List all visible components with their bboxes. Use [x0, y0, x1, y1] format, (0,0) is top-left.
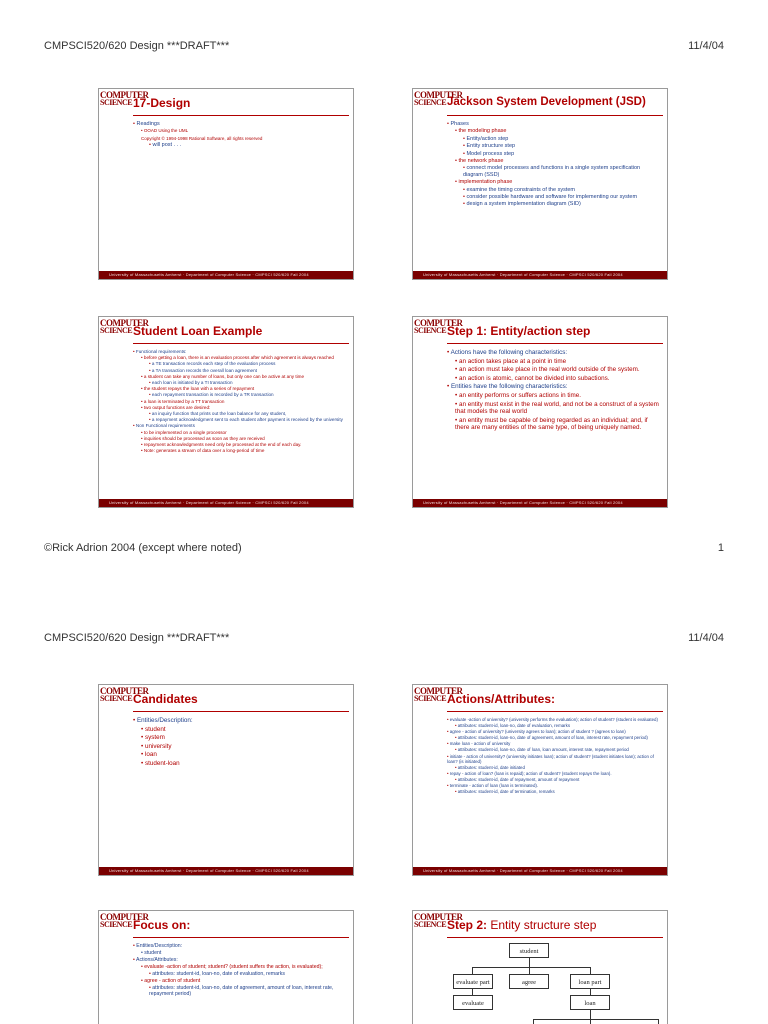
bullet: • loan — [141, 751, 347, 759]
slide-body — [133, 121, 347, 150]
bullet: • examine the timing constraints of the system — [463, 187, 661, 193]
connector — [472, 967, 473, 974]
cs-logo: COMPUTER SCIENCE — [414, 90, 463, 107]
box-evaluate-part: evaluate part — [453, 974, 493, 989]
title-rule — [447, 115, 663, 116]
bullet: • the student repays the loan with a series of repayment — [141, 386, 347, 391]
bullet: • consider possible hardware and software for implementing our system — [463, 194, 661, 200]
title-rule — [447, 937, 663, 938]
title-rule — [133, 343, 349, 344]
bullet: • attributes: student-id, loan-no, date of evaluation, remarks — [455, 723, 661, 728]
slide-step1 — [412, 316, 668, 508]
bullet: • a student can take any number of loans, but only one can be active at any time — [141, 374, 347, 379]
bullet: • Entities/Description: — [133, 717, 347, 725]
cs-logo: COMPUTER SCIENCE — [414, 686, 463, 703]
bullet: • attributes: student-id, loan-no, date of agreement, amount of loan, interest rate, repayment period) — [149, 985, 347, 997]
bullet: • an entity performs or suffers actions in time. — [455, 392, 661, 400]
bullet: • an action is atomic, cannot be divided into subactions. — [455, 375, 661, 383]
title-rule — [133, 115, 349, 116]
bullet: • each repayment transaction is recorded by a TR transaction — [149, 392, 347, 397]
bullet: • student — [141, 726, 347, 734]
bullet: • to be implemented on a single processor — [141, 430, 347, 435]
title-rule — [133, 937, 349, 938]
bullet: • attributes: student-id, date of termination, remarks — [455, 789, 661, 794]
bullet: • each loan is initiated by a TI transaction — [149, 380, 347, 385]
title-rule — [447, 711, 663, 712]
slide-title: Step 2: Entity structure step — [447, 918, 597, 932]
title-rule — [447, 343, 663, 344]
slide-footer-bar: University of Massachusetts Amherst · Department of Computer Science · CMPSCI 520/620 Fall 2004 — [413, 867, 667, 875]
bullet: • attributes: student-id, date of repayment, amount of repayment — [455, 777, 661, 782]
bullet: • Entity structure step — [463, 143, 661, 149]
bullet: • student — [141, 950, 347, 956]
copyright: ©Rick Adrion 2004 (except where noted) — [44, 542, 242, 554]
slide-body — [133, 349, 347, 454]
slide-step2 — [412, 910, 668, 1024]
slide-17-design — [98, 88, 354, 280]
slide-title: Candidates — [133, 692, 198, 706]
bullet: • an action must take place in the real world outside of the system. — [455, 366, 661, 374]
bullet: • system — [141, 734, 347, 742]
bullet: • the modeling phase — [455, 128, 661, 134]
bullet: • repay - action of loan? (loan is repaid); action of student? (student repays the loan). — [447, 771, 661, 776]
slide-student-loan — [98, 316, 354, 508]
bullet: • inquiries should be processed as soon as they are received — [141, 436, 347, 441]
bullet: • a loan is terminated by a TT transaction — [141, 399, 347, 404]
bullet: • evaluate -action of university? (university performs the evaluation); action of student? (student is evaluated) — [447, 717, 661, 722]
bullet: • a TE transaction records each step of the evaluation process — [149, 361, 347, 366]
bullet: • an inquiry function that prints out the loan balance for any student, — [149, 411, 347, 416]
bullet: • Functional requirements: — [133, 349, 347, 354]
box-loan: loan — [570, 995, 610, 1010]
bullet: • attributes: student-id, loan-no, date of evaluation, remarks — [149, 971, 347, 977]
box-evaluate: evaluate — [453, 995, 493, 1010]
bullet: • will post . . . — [149, 142, 347, 148]
box-agree: agree — [509, 974, 549, 989]
connector — [590, 967, 591, 974]
cs-logo: COMPUTER SCIENCE — [100, 318, 149, 335]
bullet: • terminate - action of loan (loan is terminated). — [447, 783, 661, 788]
bullet: • Entity/action step — [463, 136, 661, 142]
title-rule — [133, 711, 349, 712]
slide-title: Step 1: Entity/action step — [447, 324, 591, 338]
cs-logo: COMPUTER SCIENCE — [414, 912, 463, 929]
bullet: • attributes: student-id, loan-no, date of loan, loan amount, interest rate, repayment period — [455, 747, 661, 752]
slide-title: Actions/Attributes: — [447, 692, 555, 706]
slide-title: Focus on: — [133, 918, 191, 932]
cs-logo: COMPUTER SCIENCE — [100, 912, 149, 929]
bullet: • evaluate -action of student; student? (student suffers the action, is evaluated); — [141, 964, 347, 970]
bullet: • a repayment acknowledgment sent to each student after payment is received by the university — [149, 417, 347, 422]
cs-logo: COMPUTER SCIENCE — [100, 686, 149, 703]
connector — [533, 1019, 534, 1024]
bullet: • agree - action of university? (university agrees to loan); action of student ? (agrees to loan) — [447, 729, 661, 734]
bullet: • the network phase — [455, 158, 661, 164]
bullet: • Non Functional requirements — [133, 423, 347, 428]
slide-footer-bar: University of Massachusetts Amherst · Department of Computer Science · CMPSCI 520/620 Fall 2004 — [413, 271, 667, 279]
slide-jsd — [412, 88, 668, 280]
slide-body — [447, 349, 661, 433]
slide-body — [447, 121, 661, 209]
bullet: • a TA transaction records the overall loan agreement — [149, 368, 347, 373]
header-course: CMPSCI520/620 Design ***DRAFT*** — [44, 632, 230, 644]
slide-body — [133, 943, 347, 998]
header-date: 11/4/04 — [688, 40, 724, 52]
slide-actions-attributes — [412, 684, 668, 876]
slide-footer-bar: University of Massachusetts Amherst · Department of Computer Science · CMPSCI 520/620 Fall 2004 — [99, 271, 353, 279]
connector — [590, 1019, 591, 1024]
slide-title: Jackson System Development (JSD) — [447, 96, 646, 108]
bullet: • an entity must be capable of being regarded as an individual; and, if there are many entities of the same type, of being uniquely named. — [455, 417, 661, 432]
connector — [658, 1019, 659, 1024]
bullet: • OOAD Using the UML — [141, 128, 347, 134]
copyright-line: Copyright © 1994-1998 Rational Software, all rights reserved — [141, 135, 263, 141]
connector — [529, 958, 530, 967]
entity-structure-diagram — [453, 943, 665, 1024]
bullet: • Model process step — [463, 151, 661, 157]
bullet: • Readings — [133, 121, 347, 127]
bullet: • Entities have the following characteristics: — [447, 383, 661, 391]
slide-title: Student Loan Example — [133, 324, 263, 338]
bullet: • Actions/Attributes: — [133, 957, 347, 963]
slide-title: 17-Design — [133, 96, 191, 110]
box-student: student — [509, 943, 549, 958]
slide-footer-bar: University of Massachusetts Amherst · Department of Computer Science · CMPSCI 520/620 Fall 2004 — [99, 499, 353, 507]
connector — [529, 967, 530, 974]
bullet: • an entity must exist in the real world, and not be a construct of a system that models the real world — [455, 401, 661, 416]
bullet: • Note: generates a stream of data over a long-period of time — [141, 448, 347, 453]
bullet: • repayment acknowledgments need only be processed at the end of each day. — [141, 442, 347, 447]
bullet: • an action takes place at a point in time — [455, 358, 661, 366]
cs-logo: COMPUTER SCIENCE — [100, 90, 149, 107]
bullet: • implementation phase — [455, 179, 661, 185]
bullet: • two output functions are desired: — [141, 405, 347, 410]
bullet: • attributes: student-id, loan-no, date of agreement, amount of loan, interest rate, repayment period) — [455, 735, 661, 740]
slide-candidates — [98, 684, 354, 876]
connector — [590, 1010, 591, 1019]
page-number: 1 — [717, 542, 724, 554]
slide-body — [133, 717, 347, 769]
slide-focus-on — [98, 910, 354, 1024]
bullet: • agree - action of student — [141, 978, 347, 984]
cs-logo: COMPUTER SCIENCE — [414, 318, 463, 335]
connector — [533, 1019, 659, 1020]
slide-body — [447, 717, 661, 795]
slide-footer-bar: University of Massachusetts Amherst · Department of Computer Science · CMPSCI 520/620 Fall 2004 — [99, 867, 353, 875]
bullet: • attributes: student-id, date initiated — [455, 765, 661, 770]
bullet: • initiate - action of university? (university initiates loan); action of student? (student initiates loan); action of loan? (is initiated) — [447, 754, 661, 764]
bullet: • Actions have the following characteristics: — [447, 349, 661, 357]
slide-footer-bar: University of Massachusetts Amherst · Department of Computer Science · CMPSCI 520/620 Fall 2004 — [413, 499, 667, 507]
header-date: 11/4/04 — [688, 632, 724, 644]
bullet: • design a system implementation diagram (SID) — [463, 201, 661, 207]
header-course: CMPSCI520/620 Design ***DRAFT*** — [44, 40, 230, 52]
box-loan-part: loan part — [570, 974, 610, 989]
bullet: • university — [141, 743, 347, 751]
bullet: • Phases — [447, 121, 661, 127]
bullet: • before getting a loan, there is an evaluation process after which agreement is always reached — [141, 355, 347, 360]
bullet: • connect model processes and functions in a single system specification diagram (SSD) — [463, 165, 661, 178]
bullet: • make loan - action of university — [447, 741, 661, 746]
connector — [472, 967, 590, 968]
bullet: • Entities/Description: — [133, 943, 347, 949]
bullet: • student-loan — [141, 760, 347, 768]
